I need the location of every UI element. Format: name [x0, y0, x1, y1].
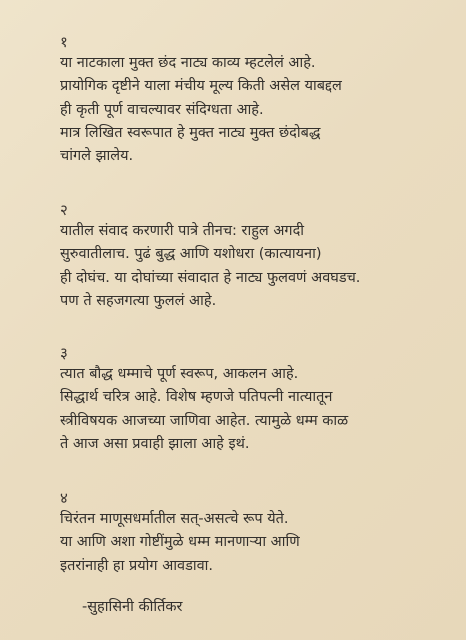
text-line: यातील संवाद करणारी पात्रे तीनच: राहुल अगदी: [60, 223, 305, 239]
section-number: १: [60, 33, 68, 51]
section-3: [60, 343, 455, 456]
text-line: ही कृती पूर्ण वाचल्यावर संदिग्धता आहे.: [60, 101, 264, 118]
text-line: मात्र लिखित स्वरूपात हे मुक्त नाट्य मुक्त छंदोबद्ध: [60, 124, 321, 141]
section-4: [60, 488, 455, 578]
text-line: पण ते सहजगत्या फुललं आहे.: [60, 292, 217, 309]
author-signature: -सुहासिनी कीर्तिकर: [82, 599, 183, 615]
text-line: स्त्रीविषयक आजच्या जाणिवा आहेत. त्यामुळे धम्म काळ: [60, 412, 349, 429]
section-1: [60, 32, 455, 168]
text-line: त्यात बौद्ध धम्माचे पूर्ण स्वरूप, आकलन आहे.: [60, 366, 299, 382]
text-line: चांगले झालेय.: [60, 148, 134, 165]
section-number: ४: [60, 489, 68, 507]
text-line: इतरांनाही हा प्रयोग आवडावा.: [60, 557, 214, 574]
section-number: ३: [60, 344, 68, 362]
text-line: प्रायोगिक दृष्टीने याला मंचीय मूल्य किती असेल याबद्दल: [60, 78, 342, 95]
text-line: या नाटकाला मुक्त छंद नाट्य काव्य म्हटलेलं आहे.: [60, 55, 316, 71]
text-line: ही दोघंच. या दोघांच्या संवादात हे नाट्य फुलवणं अवघडच.: [60, 269, 361, 286]
text-line: ते आज असा प्रवाही झाला आहे इथं.: [60, 435, 250, 452]
section-number: २: [60, 201, 68, 219]
section-2: [60, 200, 455, 313]
text-line: या आणि अशा गोष्टींमुळे धम्म मानणाऱ्या आणि: [60, 534, 300, 551]
text-line: सिद्धार्थ चरित्र आहे. विशेष म्हणजे पतिपत्नी नात्यातून: [60, 389, 333, 406]
text-line: सुरुवातीलाच. पुढं बुद्ध आणि यशोधरा (कात्यायना): [60, 246, 322, 263]
text-line: चिरंतन माणूसधर्मातील सत्-असत्चे रूप येते.: [60, 511, 289, 527]
